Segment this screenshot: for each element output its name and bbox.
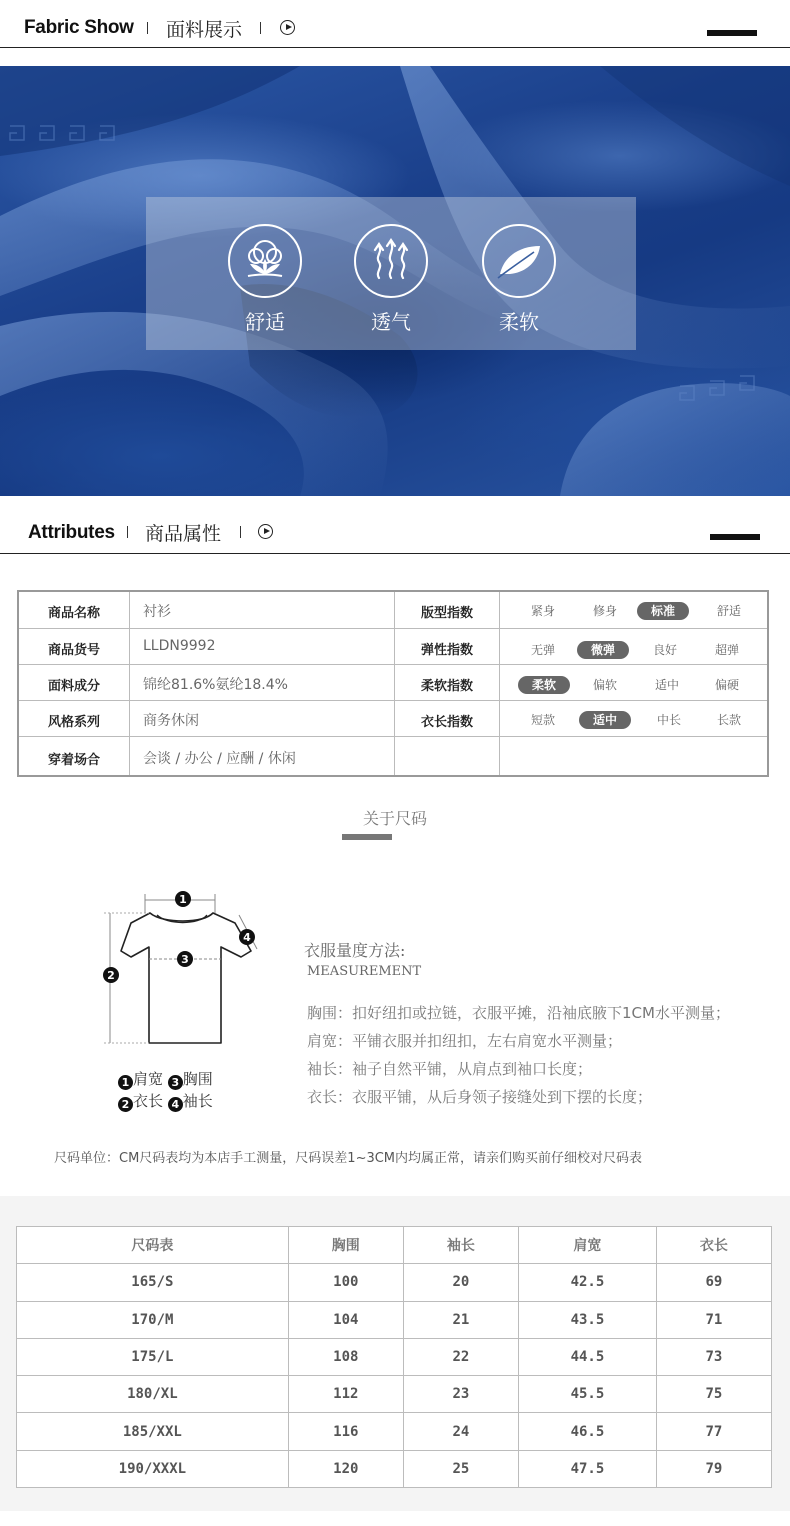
table-header-cell: 肩宽: [519, 1227, 657, 1264]
index-option: 紧身: [530, 604, 555, 618]
table-row: [17, 1338, 772, 1375]
index-option: 偏软: [592, 678, 617, 692]
size-table: [16, 1226, 772, 1488]
table-cell: 71: [656, 1301, 771, 1338]
index-option: 良好: [652, 643, 677, 657]
measurement-instruction: 胸围：扣好纽扣或拉链，衣服平摊，沿袖底腋下1CM水平测量；: [307, 1004, 730, 1022]
header-dash: [707, 30, 757, 36]
table-cell: 79: [656, 1450, 771, 1487]
measurement-legend-row: [118, 1068, 213, 1090]
table-cell: 75: [656, 1376, 771, 1413]
table-cell: 21: [403, 1301, 518, 1338]
attributes-section-header: [0, 506, 790, 554]
index-option: 适中: [654, 678, 679, 692]
table-cell: 116: [288, 1413, 403, 1450]
table-cell: 77: [656, 1413, 771, 1450]
table-cell: 104: [288, 1301, 403, 1338]
measurement-instruction: 袖长：袖子自然平铺，从肩点到袖口长度；: [307, 1060, 593, 1078]
index-option: 超弹: [714, 643, 739, 657]
table-header-cell: 胸围: [288, 1227, 403, 1264]
fabric-section-header: [0, 0, 790, 48]
index-key: 版型指数: [420, 606, 473, 621]
size-section-title: 关于尺码: [362, 809, 427, 828]
table-header-cell: 衣长: [656, 1227, 771, 1264]
index-option-selected: 柔软: [518, 676, 570, 694]
features-panel: [146, 197, 636, 350]
attr-key: 风格系列: [47, 715, 100, 730]
size-note: 尺码单位：CM尺码表均为本店手工测量，尺码误差1~3CM内均属正常，请亲们购买前仔细校对尺码表: [54, 1151, 643, 1166]
header-dash: [710, 534, 760, 540]
divider: [260, 22, 261, 34]
index-option: 短款: [530, 713, 555, 727]
table-cell: 108: [288, 1338, 403, 1375]
attr-key: 商品货号: [47, 643, 100, 658]
feature-soft: [474, 224, 564, 335]
table-cell: 185/XXL: [17, 1413, 289, 1450]
index-option: 长款: [716, 713, 741, 727]
index-option-selected: 标准: [637, 602, 689, 620]
table-header-cell: 袖长: [403, 1227, 518, 1264]
table-cell: 22: [403, 1338, 518, 1375]
index-option: 舒适: [716, 604, 741, 618]
index-option: 修身: [592, 604, 617, 618]
number-badge: 1: [118, 1075, 133, 1090]
number-badge: 3: [168, 1075, 183, 1090]
measurement-method-title: 衣服量度方法:: [304, 941, 406, 960]
title-underline: [342, 834, 392, 840]
attr-row: [19, 629, 767, 665]
table-cell: 42.5: [519, 1264, 657, 1301]
index-option-selected: 微弹: [577, 641, 629, 659]
feature-label: 柔软: [499, 310, 539, 334]
section-title-cn: 面料展示: [166, 19, 243, 41]
table-cell: 44.5: [519, 1338, 657, 1375]
table-header-row: [17, 1227, 772, 1264]
attr-row: [19, 592, 767, 629]
table-cell: 165/S: [17, 1264, 289, 1301]
measurement-instruction: 肩宽：平铺衣服并扣纽扣，左右肩宽水平测量；: [307, 1032, 623, 1050]
svg-text:1: 1: [179, 893, 187, 906]
index-key: 柔软指数: [420, 679, 473, 694]
table-cell: 170/M: [17, 1301, 289, 1338]
attr-key: 商品名称: [47, 606, 100, 621]
feature-label: 舒适: [245, 310, 285, 334]
table-cell: 175/L: [17, 1338, 289, 1375]
attr-value: 衬衫: [143, 604, 171, 620]
number-badge: 4: [168, 1097, 183, 1112]
divider: [147, 22, 148, 34]
feature-label: 透气: [371, 310, 411, 334]
cotton-icon: [228, 224, 302, 298]
fabric-banner: [0, 66, 790, 496]
section-title-en: Attributes: [28, 522, 115, 543]
feature-breathable: [346, 224, 436, 335]
attr-value: 锦纶81.6%氨纶18.4%: [143, 677, 288, 693]
table-cell: 46.5: [519, 1413, 657, 1450]
table-cell: 180/XL: [17, 1376, 289, 1413]
table-cell: 25: [403, 1450, 518, 1487]
table-row: [17, 1376, 772, 1413]
index-option: 偏硬: [714, 678, 739, 692]
play-circle-icon[interactable]: [258, 524, 273, 539]
divider: [240, 526, 241, 538]
table-cell: 45.5: [519, 1376, 657, 1413]
table-cell: 190/XXXL: [17, 1450, 289, 1487]
table-cell: 47.5: [519, 1450, 657, 1487]
svg-text:2: 2: [107, 969, 115, 982]
feather-icon: [482, 224, 556, 298]
table-cell: 112: [288, 1376, 403, 1413]
table-row: [17, 1413, 772, 1450]
attr-value: 会谈 / 办公 / 应酬 / 休闲: [143, 751, 296, 767]
attr-row: [19, 665, 767, 701]
table-row: [17, 1301, 772, 1338]
index-key: 衣长指数: [420, 715, 473, 730]
table-cell: 100: [288, 1264, 403, 1301]
table-cell: 43.5: [519, 1301, 657, 1338]
section-title-en: Fabric Show: [24, 17, 134, 38]
index-key: 弹性指数: [420, 643, 473, 658]
attr-key: 面料成分: [47, 679, 100, 694]
measurement-instruction: 衣长：衣服平铺，从后身领子接缝处到下摆的长度；: [307, 1088, 653, 1106]
table-cell: 69: [656, 1264, 771, 1301]
table-row: [17, 1450, 772, 1487]
table-cell: 24: [403, 1413, 518, 1450]
svg-text:3: 3: [181, 953, 189, 966]
attributes-table: [17, 590, 769, 777]
legend-label: 衣长: [133, 1092, 164, 1110]
legend-label: 胸围: [182, 1070, 213, 1088]
feature-comfort: [220, 224, 310, 335]
index-option: 中长: [656, 713, 681, 727]
table-cell: 120: [288, 1450, 403, 1487]
table-header-cell: 尺码表: [17, 1227, 289, 1264]
measurement-legend-row: [118, 1090, 213, 1112]
attr-value: LLDN9992: [143, 638, 216, 654]
legend-label: 肩宽: [133, 1070, 164, 1088]
legend-label: 袖长: [182, 1092, 213, 1110]
section-title-cn: 商品属性: [145, 523, 222, 545]
divider: [127, 526, 128, 538]
shirt-measurement-diagram: [95, 885, 270, 1050]
table-cell: 73: [656, 1338, 771, 1375]
measurement-method-subtitle: MEASUREMENT: [307, 964, 422, 979]
svg-text:4: 4: [243, 931, 251, 944]
table-cell: 23: [403, 1376, 518, 1413]
attr-row: [19, 701, 767, 737]
table-row: [17, 1264, 772, 1301]
play-circle-icon[interactable]: [280, 20, 295, 35]
index-option: 无弹: [530, 643, 555, 657]
number-badge: 2: [118, 1097, 133, 1112]
breathable-arrows-icon: [354, 224, 428, 298]
index-option-selected: 适中: [579, 711, 631, 729]
attr-value: 商务休闲: [143, 713, 199, 729]
table-cell: 20: [403, 1264, 518, 1301]
attr-key: 穿着场合: [47, 753, 100, 768]
attr-row: [19, 737, 767, 775]
